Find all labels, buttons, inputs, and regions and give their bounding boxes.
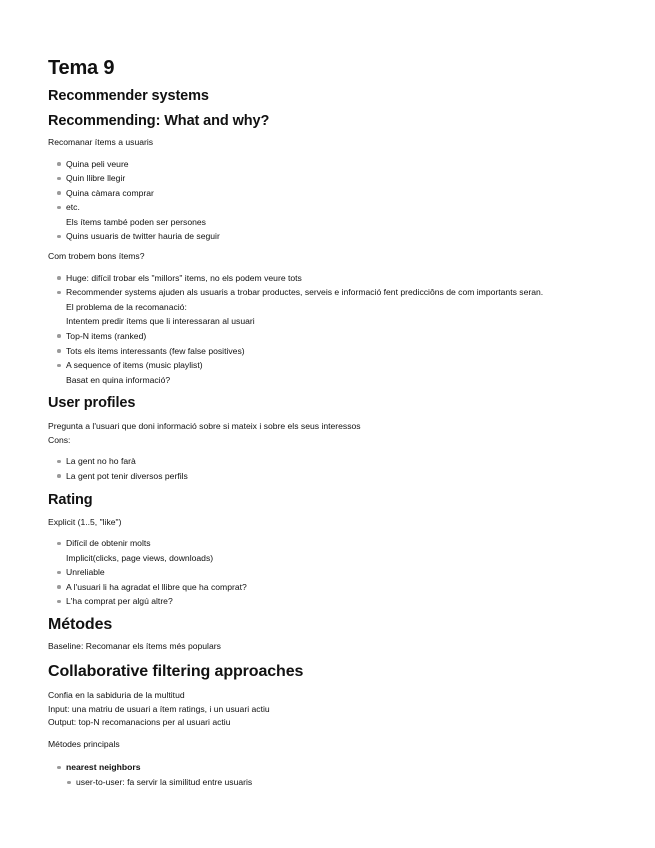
paragraph-metodes-principals: Métodes principals <box>48 738 120 749</box>
paragraph-cons: Cons: <box>48 434 71 445</box>
list-item: Quin llibre llegir <box>66 171 628 186</box>
list-item: Unreliable <box>66 565 628 580</box>
list-item-text: A sequence of items (music playlist) <box>66 360 203 371</box>
list-item <box>66 200 628 229</box>
list-item-subtext: Els ítems també poden ser persones <box>66 216 206 227</box>
heading-recommender-systems: Recommender systems <box>48 88 209 104</box>
list-item: Quina peli veure <box>66 157 628 172</box>
paragraph-confia: Confia en la sabiduria de la multitud <box>48 690 185 701</box>
list-item: La gent pot tenir diversos perfils <box>66 469 628 484</box>
nested-list <box>66 775 628 790</box>
paragraph-pregunta: Pregunta a l'usuari que doni informació sobre si mateix i sobre els seus interessos <box>48 421 361 432</box>
list-main-methods <box>48 760 628 789</box>
heading-collaborative-filtering: Collaborative filtering approaches <box>48 663 304 681</box>
list-item: Huge: difícil trobar els "millors" items, no els podem veure tots <box>66 271 628 286</box>
list-item <box>66 536 628 565</box>
list-item: A l'usuari li ha agradat el llibre que ha comprat? <box>66 580 628 595</box>
list-item-text: Recommender systems ajuden als usuaris a trobar productes, serveis e informació fent predicciôns de com importants seran. <box>66 287 544 298</box>
list-item-subtext: El problema de la recomanació: <box>66 301 187 312</box>
document-body <box>48 52 628 790</box>
paragraph-com-trobem: Com trobem bons ítems? <box>48 251 145 262</box>
list-item-text: Difícil de obtenir molts <box>66 538 151 548</box>
paragraph-explicit: Explicit (1..5, "like") <box>48 516 122 527</box>
list-item-subtext: Basat en quina informació? <box>66 374 171 385</box>
list-item: Quina càmara comprar <box>66 186 628 201</box>
list-item: Tots els items interessants (few false positives) <box>66 344 628 359</box>
list-item-text: nearest neighbors <box>66 762 141 773</box>
paragraph-output: Output: top-N recomanacions per al usuari actiu <box>48 717 231 728</box>
list-item <box>66 358 628 387</box>
list-item: Top-N items (ranked) <box>66 329 628 344</box>
list-item-text: etc. <box>66 202 80 213</box>
paragraph-baseline: Baseline: Recomanar els ítems més populars <box>48 640 221 651</box>
paragraph-input: Input: una matriu de usuari a ítem ratings, i un usuari actiu <box>48 703 270 714</box>
heading-rating: Rating <box>48 491 93 508</box>
list-item <box>66 285 628 329</box>
paragraph-recomanar: Recomanar ítems a usuaris <box>48 137 154 147</box>
list-item-subtext: Intentem predir ítems que li interessaran al usuari <box>66 316 255 327</box>
heading-metodes: Métodes <box>48 615 113 633</box>
heading-user-profiles: User profiles <box>48 395 136 412</box>
list-item-subtext: Implicit(clicks, page views, downloads) <box>66 552 214 563</box>
list-examples <box>48 157 628 245</box>
heading-recommending-what-why: Recommending: What and why? <box>48 113 270 129</box>
list-finding-items <box>48 271 628 388</box>
list-cons <box>48 454 628 483</box>
list-item <box>66 760 628 789</box>
list-item: La gent no ho farà <box>66 454 628 469</box>
list-item: Quins usuaris de twitter hauria de seguir <box>66 229 628 244</box>
list-rating <box>48 536 628 609</box>
list-item: user-to-user: fa servir la similitud entre usuaris <box>76 775 628 790</box>
page-title: Tema 9 <box>48 57 115 79</box>
list-item: L'ha comprat per algú altre? <box>66 594 628 609</box>
